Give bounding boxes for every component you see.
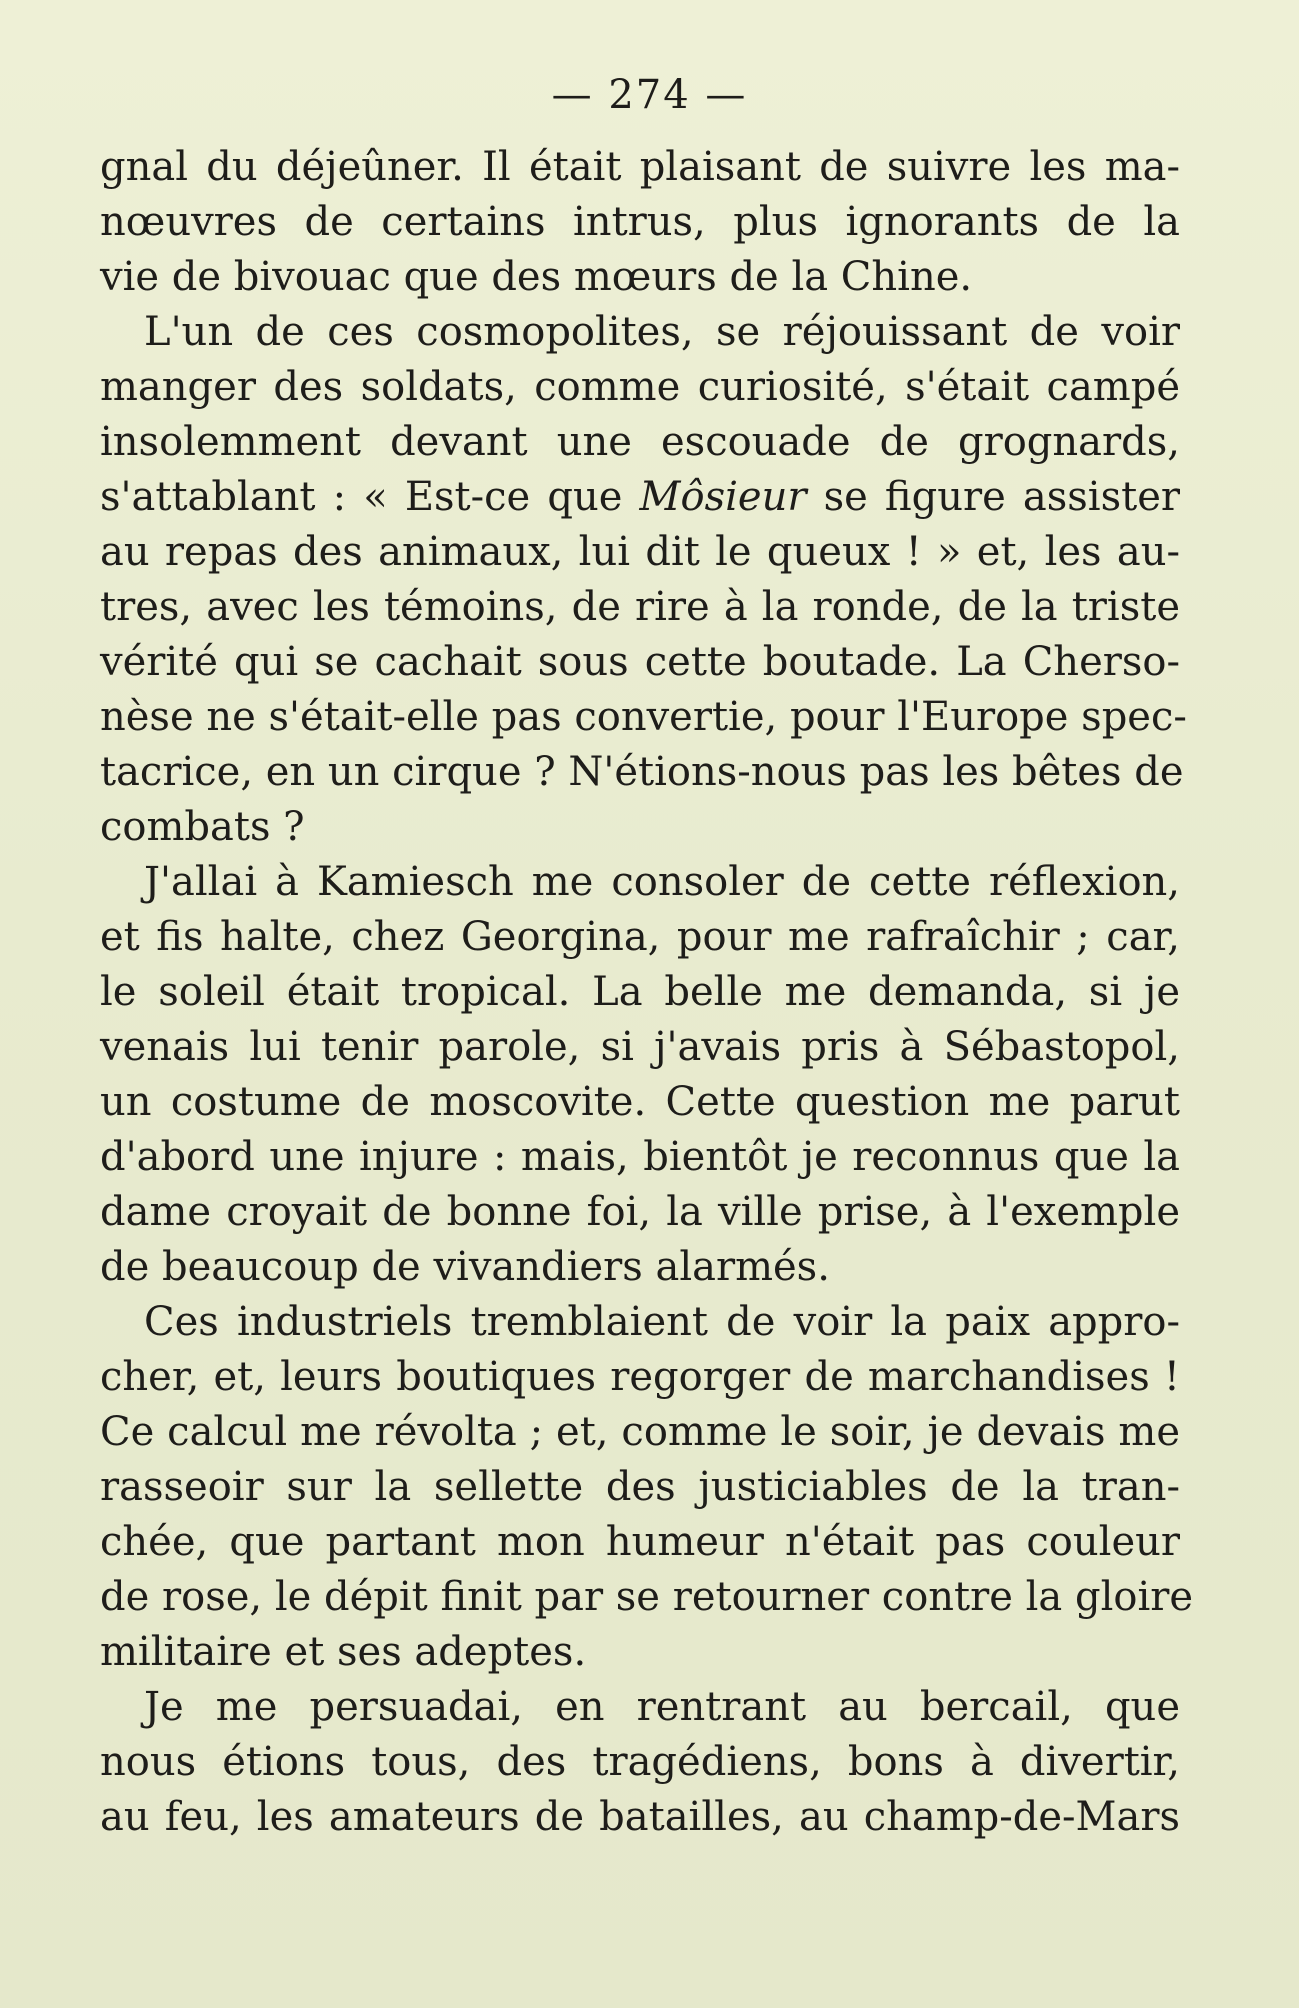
text-line: et fis halte, chez Georgina, pour me rafraîchir ; car, — [100, 914, 1180, 960]
text-line: insolemment devant une escouade de grognards, — [100, 419, 1180, 465]
text-line: Je me persuadai, en rentrant au bercail, que — [144, 1684, 1180, 1730]
text-line: nèse ne s'était-elle pas convertie, pour l'Europe spec- — [100, 694, 1187, 740]
body-text — [100, 140, 1194, 1845]
text-line: de beaucoup de vivandiers alarmés. — [100, 1244, 830, 1290]
text-line: J'allai à Kamiesch me consoler de cette réflexion, — [144, 859, 1180, 905]
text-line: au repas des animaux, lui dit le queux ! » et, les au- — [100, 529, 1180, 575]
text-line: vérité qui se cachait sous cette boutade. La Cherso- — [100, 639, 1180, 685]
text-line: nœuvres de certains intrus, plus ignorants de la — [100, 199, 1180, 245]
text-line: tacrice, en un cirque ? N'étions-nous pas les bêtes de — [100, 749, 1184, 795]
text-line: d'abord une injure : mais, bientôt je reconnus que la — [100, 1134, 1180, 1180]
text-line: Ces industriels tremblaient de voir la paix appro- — [144, 1299, 1180, 1345]
text-line: un costume de moscovite. Cette question me parut — [100, 1079, 1180, 1125]
text-line: manger des soldats, comme curiosité, s'était campé — [100, 364, 1180, 410]
text-line: cher, et, leurs boutiques regorger de marchandises ! — [100, 1354, 1180, 1400]
text-fragment: s'attablant : « Est-ce que — [100, 474, 640, 520]
text-line: L'un de ces cosmopolites, se réjouissant de voir — [144, 309, 1180, 355]
text-line: tres, avec les témoins, de rire à la ronde, de la triste — [100, 584, 1180, 630]
text-line: venais lui tenir parole, si j'avais pris à Sébastopol, — [100, 1024, 1180, 1070]
text-fragment: se figure assister — [806, 474, 1180, 520]
text-line: vie de bivouac que des mœurs de la Chine. — [100, 254, 973, 300]
text-line — [100, 470, 1180, 525]
emphasized-word: Môsieur — [639, 474, 807, 520]
text-line: militaire et ses adeptes. — [100, 1629, 587, 1675]
text-line: Ce calcul me révolta ; et, comme le soir, je devais me — [100, 1409, 1180, 1455]
text-line: dame croyait de bonne foi, la ville prise, à l'exemple — [100, 1189, 1180, 1235]
page-number: — 274 — — [551, 72, 748, 118]
text-line: chée, que partant mon humeur n'était pas couleur — [100, 1519, 1180, 1565]
text-line: de rose, le dépit finit par se retourner contre la gloire — [100, 1574, 1194, 1620]
text-line: le soleil était tropical. La belle me demanda, si je — [100, 969, 1180, 1015]
text-line: gnal du déjeûner. Il était plaisant de suivre les ma- — [100, 144, 1180, 190]
text-line: rasseoir sur la sellette des justiciables de la tran- — [100, 1464, 1180, 1510]
text-line: nous étions tous, des tragédiens, bons à divertir, — [100, 1739, 1180, 1785]
text-line: combats ? — [100, 804, 305, 850]
text-line: au feu, les amateurs de batailles, au champ-de-Mars — [100, 1794, 1180, 1840]
